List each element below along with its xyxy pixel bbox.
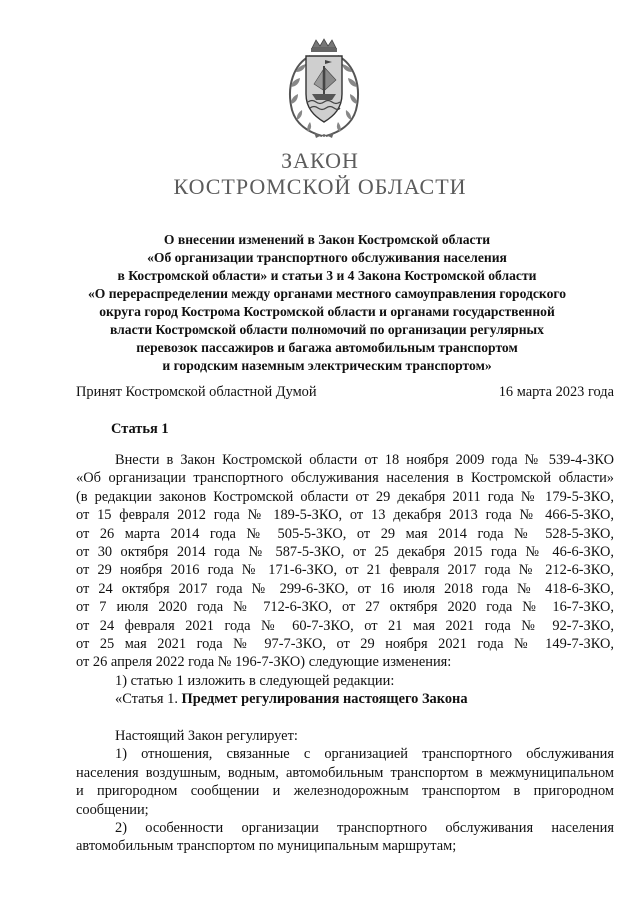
text-line: сообщении; bbox=[76, 801, 149, 818]
adopted-date: 16 марта 2023 года bbox=[498, 384, 614, 400]
quoted-article-heading bbox=[76, 690, 614, 708]
text-line: от 26 марта 2014 года № 505-5-ЗКО, от 29 мая 2014 года № 528-5-ЗКО, bbox=[76, 525, 614, 542]
regulates-line: Настоящий Закон регулирует: bbox=[115, 728, 298, 744]
heading-line: и городским наземным электрическим транспортом» bbox=[162, 358, 492, 373]
text-line: от 24 февраля 2021 года № 60-7-ЗКО, от 21 мая 2021 года № 92-7-ЗКО, bbox=[76, 617, 614, 634]
heading-line: власти Костромской области полномочий по организации регулярных bbox=[110, 322, 544, 337]
quoted-article-prefix: «Статья 1. bbox=[115, 691, 182, 708]
text-line: от 29 ноября 2016 года № 171-6-ЗКО, от 21 февраля 2017 года № 212-6-ЗКО, bbox=[76, 562, 614, 579]
text-line: «Об организации транспортного обслуживания населения в Костромской области» bbox=[76, 470, 614, 487]
heading-line: «Об организации транспортного обслуживания населения bbox=[147, 250, 507, 265]
text-line: 1) статью 1 изложить в следующей редакции: bbox=[115, 672, 395, 689]
heading-line: округа город Кострома Костромской области и органами государственной bbox=[99, 304, 555, 319]
text-line: Внести в Закон Костромской области от 18 ноября 2009 года № 539-4-ЗКО bbox=[115, 452, 614, 468]
text-line: от 26 апреля 2022 года № 196-7-ЗКО) следующие изменения: bbox=[76, 654, 452, 671]
heading-line: перевозок пассажиров и багажа автомобильным транспортом bbox=[136, 340, 518, 355]
text-line: от 7 июля 2020 года № 712-6-ЗКО, от 27 октября 2020 года № 16-7-ЗКО, bbox=[76, 599, 614, 616]
text-line: и пригородном сообщении и железнодорожным транспортом в пригородном bbox=[76, 783, 614, 800]
text-line: населения воздушным, водным, автомобильным транспортом в межмуниципальном bbox=[76, 764, 614, 781]
text-line: от 24 октября 2017 года № 299-6-ЗКО, от 16 июля 2018 года № 418-6-ЗКО, bbox=[76, 580, 614, 597]
adopted-by: Принят Костромской областной Думой bbox=[76, 384, 317, 400]
kostroma-coat-of-arms-icon bbox=[276, 38, 372, 140]
text-line: 2) особенности организации транспортного обслуживания населения bbox=[115, 819, 614, 836]
article-intro bbox=[76, 451, 614, 708]
heading-line: О внесении изменений в Закон Костромской области bbox=[163, 232, 491, 247]
text-line: от 15 февраля 2012 года № 189-5-ЗКО, от 13 декабря 2013 года № 466-5-ЗКО, bbox=[76, 507, 614, 524]
text-line: от 25 мая 2021 года № 97-7-ЗКО, от 29 ноября 2021 года № 149-7-ЗКО, bbox=[76, 635, 614, 652]
text-line: 1) отношения, связанные с организацией транспортного обслуживания bbox=[115, 746, 614, 763]
law-title-line1: ЗАКОН bbox=[281, 148, 359, 173]
quoted-article-title: Предмет регулирования настоящего Закона bbox=[181, 691, 468, 708]
heading-line: «О перераспределении между органами местного самоуправления городского bbox=[88, 286, 566, 301]
law-title-line2: КОСТРОМСКОЙ ОБЛАСТИ bbox=[173, 174, 467, 199]
text-line: от 30 октября 2014 года № 587-5-ЗКО, от 25 декабря 2015 года № 46-6-ЗКО, bbox=[76, 543, 614, 560]
text-line: (в редакции законов Костромской области от 29 декабря 2011 года № 179-5-ЗКО, bbox=[76, 488, 614, 505]
regulates-block bbox=[76, 727, 614, 856]
text-line: автомобильным транспортом по муниципальным маршрутам; bbox=[76, 838, 457, 855]
heading-line: в Костромской области» и статьи 3 и 4 Закона Костромской области bbox=[117, 268, 537, 283]
article-number: Статья 1 bbox=[111, 421, 169, 437]
document-heading bbox=[40, 231, 614, 375]
